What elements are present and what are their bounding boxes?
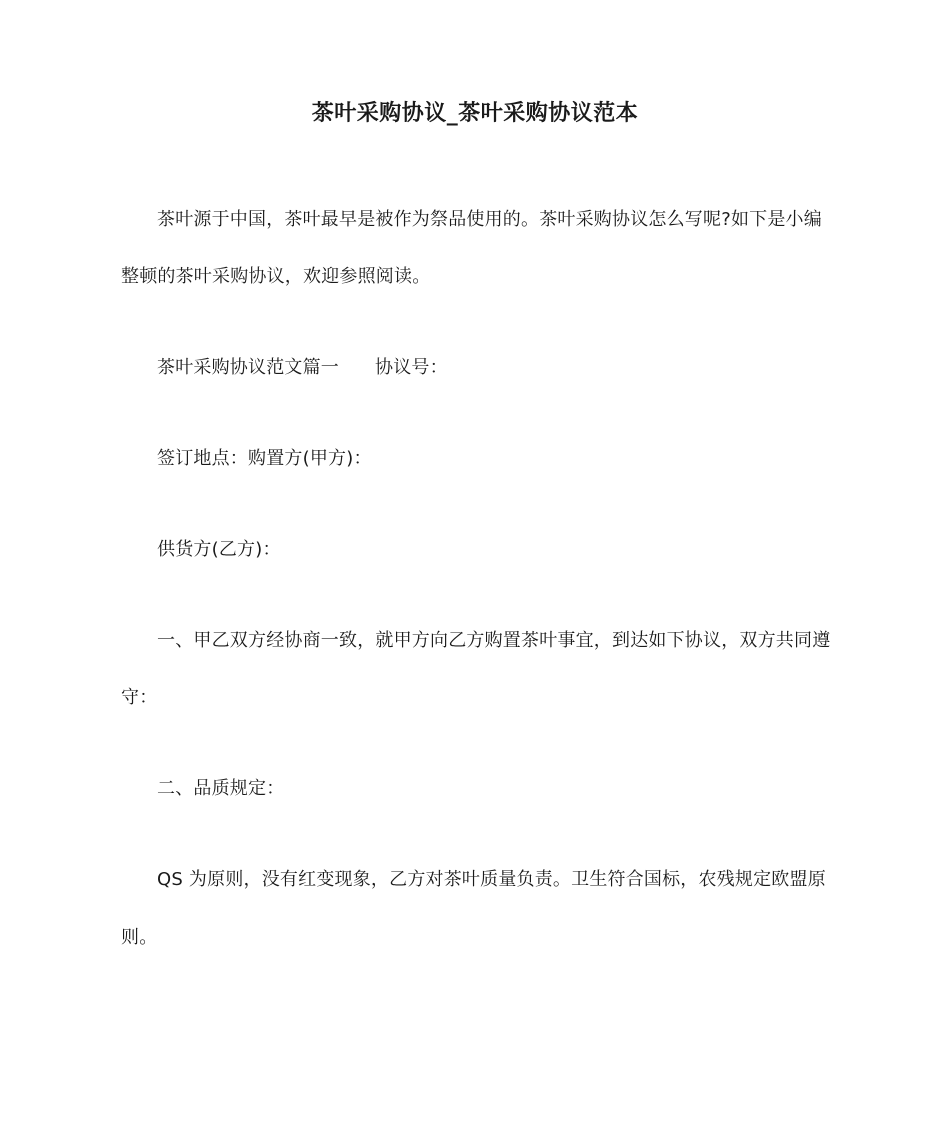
sign-place-line: 签订地点：购置方(甲方)：: [157, 448, 372, 469]
sample-heading-line: [157, 353, 448, 383]
clause-2-line-2: 则。: [121, 927, 158, 948]
intro-paragraph-line-2: 整顿的茶叶采购协议，欢迎参照阅读。: [121, 266, 431, 287]
clause-1-line-2: 守：: [121, 687, 158, 708]
sample-heading: 茶叶采购协议范文篇一: [157, 357, 339, 378]
clause-2-line-1: QS 为原则，没有红变现象，乙方对茶叶质量负责。卫生符合国标，农残规定欧盟原: [157, 869, 826, 890]
supplier-line: 供货方(乙方)：: [157, 539, 281, 560]
intro-paragraph-line-1: 茶叶源于中国，茶叶最早是被作为祭品使用的。茶叶采购协议怎么写呢?如下是小编: [157, 209, 822, 230]
document-title: 茶叶采购协议_茶叶采购协议范本: [311, 101, 639, 126]
clause-1-line-1: 一、甲乙双方经协商一致，就甲方向乙方购置茶叶事宜，到达如下协议，双方共同遵: [157, 630, 831, 651]
agreement-number-label: 协议号：: [375, 357, 448, 378]
clause-2-heading: 二、品质规定：: [157, 778, 285, 799]
